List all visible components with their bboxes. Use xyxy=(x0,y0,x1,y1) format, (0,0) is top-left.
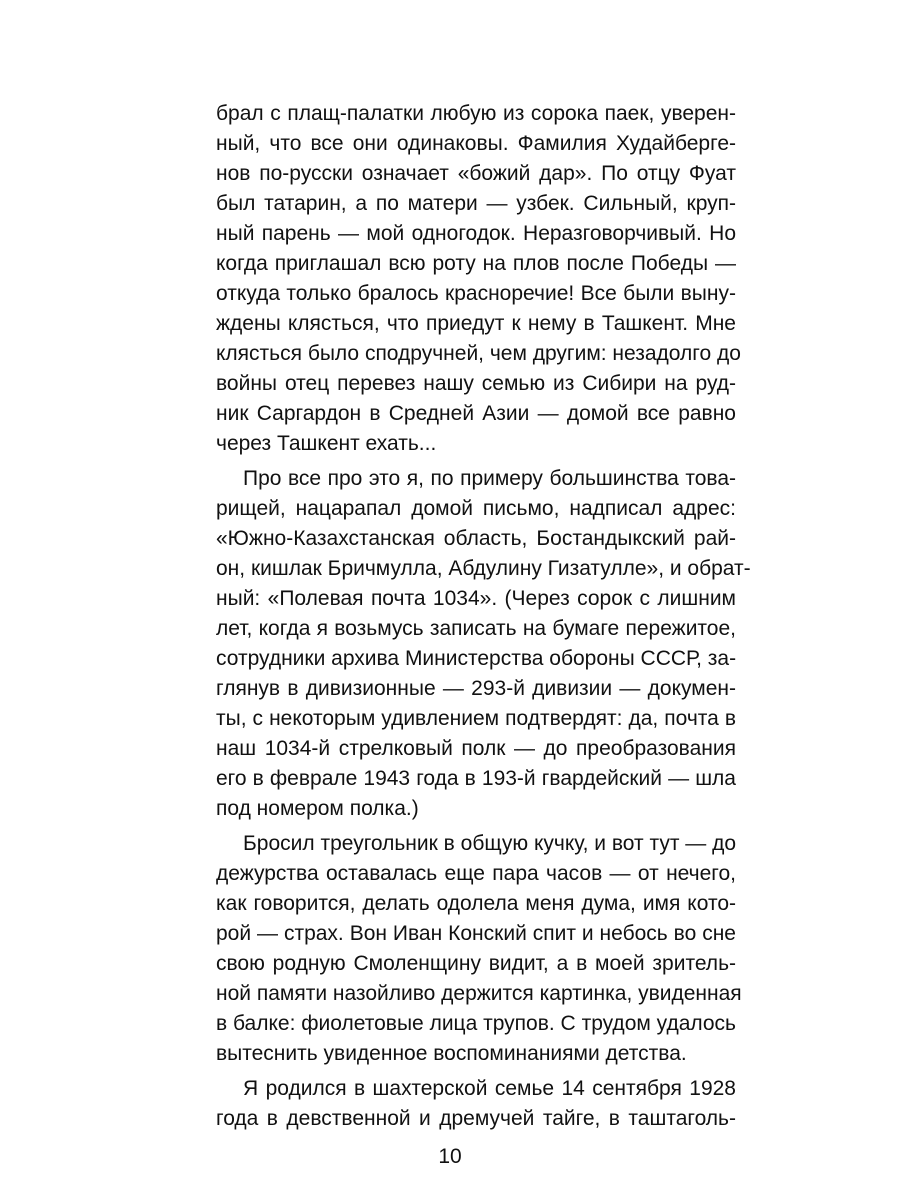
text-line: его в феврале 1943 года в 193-й гвардейский — шла xyxy=(216,767,736,790)
text-line: он, кишлак Бричмулла, Абдулину Гизатулле», и обрат- xyxy=(216,557,751,580)
text-line: как говорится, делать одолела меня дума, имя кото- xyxy=(216,892,736,915)
text-line: ный парень — мой одногодок. Неразговорчивый. Но xyxy=(216,222,736,245)
paragraph-first-line: Я родился в шахтерской семье 14 сентября 1928 xyxy=(243,1077,736,1100)
text-line: ждены клясться, что приедут к нему в Ташкент. Мне xyxy=(216,312,736,335)
text-line: глянув в дивизионные — 293-й дивизии — докумен- xyxy=(216,677,736,700)
text-line: войны отец перевез нашу семью из Сибири на руд- xyxy=(216,372,736,395)
text-line: дежурства оставалась еще пара часов — от нечего, xyxy=(216,862,736,885)
text-line: года в девственной и дремучей тайге, в таштаголь- xyxy=(216,1107,736,1130)
text-line: ной памяти назойливо держится картинка, увиденная xyxy=(216,982,742,1005)
text-line: брал с плащ-палатки любую из сорока паек, уверен- xyxy=(216,102,736,125)
text-line: ный, что все они одинаковы. Фамилия Худайберге- xyxy=(216,132,736,155)
text-line: под номером полка.) xyxy=(216,797,419,820)
text-line: ты, с некоторым удивлением подтвердят: да, почта в xyxy=(216,707,736,730)
text-line: вытеснить увиденное воспоминаниями детства. xyxy=(216,1042,687,1065)
text-line: ный: «Полевая почта 1034». (Через сорок с лишним xyxy=(216,587,736,610)
text-line: «Южно-Казахстанская область, Бостандыкский рай- xyxy=(216,527,736,550)
text-line: рой — страх. Вон Иван Конский спит и небось во сне xyxy=(216,922,736,945)
paragraph-first-line: Бросил треугольник в общую кучку, и вот тут — до xyxy=(243,832,737,855)
page-number: 10 xyxy=(438,1145,462,1168)
paragraph-first-line: Про все про это я, по примеру большинства това- xyxy=(243,467,736,490)
text-line: через Ташкент ехать... xyxy=(216,432,437,455)
text-line: рищей, нацарапал домой письмо, надписал адрес: xyxy=(216,497,736,520)
text-line: лет, когда я возьмусь записать на бумаге пережитое, xyxy=(216,617,736,640)
text-line: нов по-русски означает «божий дар». По отцу Фуат xyxy=(216,162,736,185)
text-line: когда приглашал всю роту на плов после Победы — xyxy=(216,252,736,275)
text-line: в балке: фиолетовые лица трупов. С трудом удалось xyxy=(216,1012,736,1035)
text-line: сотрудники архива Министерства обороны СССР, за- xyxy=(216,647,737,670)
text-line: клясться было сподручней, чем другим: незадолго до xyxy=(216,342,741,365)
text-line: откуда только бралось красноречие! Все были выну- xyxy=(216,282,736,305)
text-line: ник Саргардон в Средней Азии — домой все равно xyxy=(216,402,736,425)
text-line: свою родную Смоленщину видит, а в моей зритель- xyxy=(216,952,736,975)
text-line: наш 1034-й стрелковый полк — до преобразования xyxy=(216,737,736,760)
text-line: был татарин, а по матери — узбек. Сильный, круп- xyxy=(216,192,736,215)
